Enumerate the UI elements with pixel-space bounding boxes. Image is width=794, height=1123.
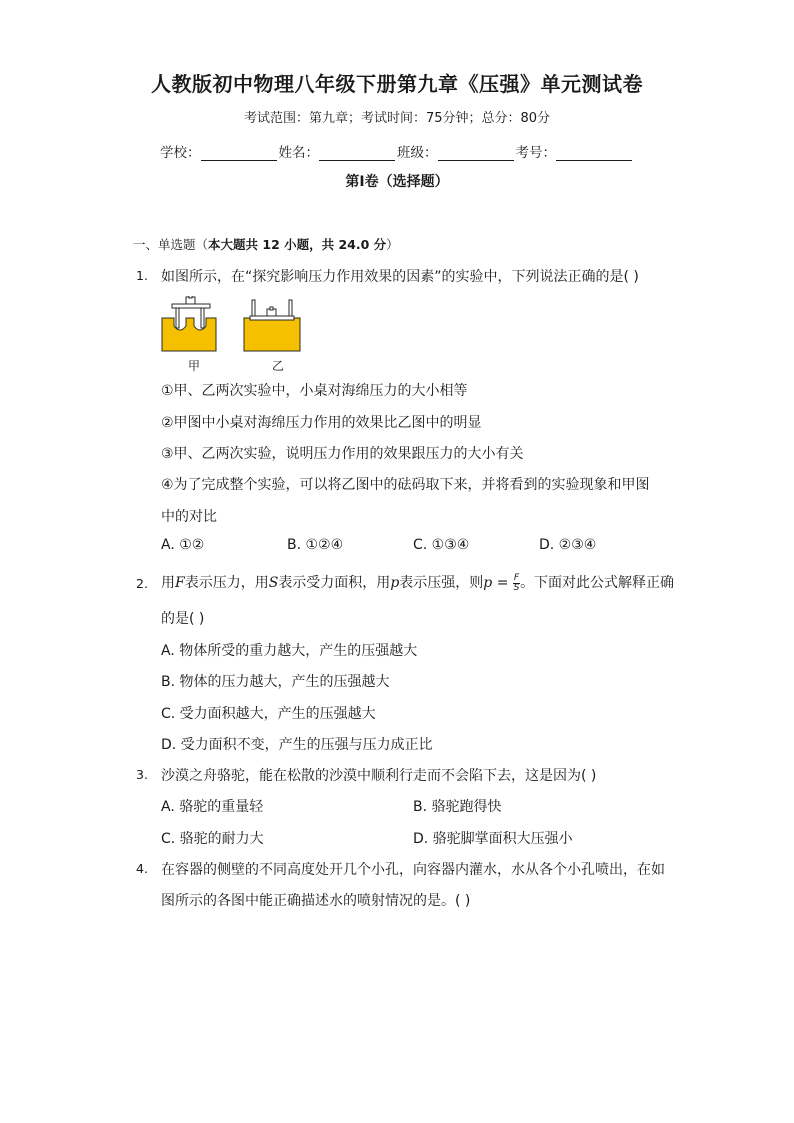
- q1-statement-4-cont: 中的对比: [161, 509, 217, 525]
- q1-figure-a-label: 甲: [188, 359, 201, 373]
- class-label: 班级：: [397, 145, 438, 161]
- q2-option-c[interactable]: C. 受力面积越大，产生的压强越大: [161, 706, 376, 722]
- var-S: S: [268, 575, 279, 591]
- sponge-a-figure: [162, 296, 216, 351]
- q1-option-d[interactable]: D. ②③④: [539, 537, 597, 553]
- q4-stem: 在容器的侧壁的不同高度处开几个小孔，向容器内灌水，水从各个小孔喷出，在如: [161, 862, 665, 878]
- sponge-b-figure: [244, 300, 300, 351]
- section-heading: 一、单选题（本大题共 12 小题，共 24.0 分）: [133, 237, 399, 252]
- q2-option-d[interactable]: D. 受力面积不变，产生的压强与压力成正比: [161, 737, 433, 753]
- q2-stem-cont: 的是( ): [161, 611, 205, 627]
- q1-figure: [160, 296, 320, 356]
- q1-figure-b-label: 乙: [272, 359, 285, 373]
- q3-stem: 沙漠之舟骆驼，能在松散的沙漠中顺利行走而不会陷下去，这是因为( ): [161, 768, 597, 784]
- q2-option-b[interactable]: B. 物体的压力越大，产生的压强越大: [161, 674, 390, 690]
- exam-no-label: 考号：: [515, 145, 556, 161]
- formula-lhs: p =: [483, 575, 513, 591]
- exam-no-blank[interactable]: [556, 146, 632, 161]
- q1-statement-2: ②甲图中小桌对海绵压力作用的效果比乙图中的明显: [161, 415, 482, 431]
- q4-stem-cont: 图所示的各图中能正确描述水的喷射情况的是。( ): [161, 893, 471, 909]
- q2-stem: 用F表示压力，用S表示受力面积，用p表示压强，则p = $\frac{F}{S}$ 。下面对此公式解释正确: [161, 572, 675, 593]
- q1-statement-3: ③甲、乙两次实验，说明压力作用的效果跟压力的大小有关: [161, 446, 524, 462]
- q3-number: 3.: [136, 767, 148, 782]
- q1-option-a[interactable]: A. ①②: [161, 537, 205, 553]
- part-title: 第I卷（选择题）: [345, 174, 449, 190]
- school-blank[interactable]: [201, 146, 277, 161]
- q1-statement-4: ④为了完成整个实验，可以将乙图中的砝码取下来，并将看到的实验现象和甲图: [161, 477, 650, 493]
- q1-option-b[interactable]: B. ①②④: [287, 537, 344, 553]
- q3-option-d[interactable]: D. 骆驼脚掌面积大压强小: [413, 831, 573, 847]
- school-label: 学校：: [160, 145, 201, 161]
- class-blank[interactable]: [438, 146, 514, 161]
- section-desc: 本大题共 12 小题，共 24.0 分: [208, 237, 387, 252]
- q3-option-a[interactable]: A. 骆驼的重量轻: [161, 799, 264, 815]
- name-label: 姓名：: [278, 145, 319, 161]
- name-blank[interactable]: [319, 146, 395, 161]
- q1-statement-1: ①甲、乙两次实验中，小桌对海绵压力的大小相等: [161, 383, 468, 399]
- q1-option-c[interactable]: C. ①③④: [413, 537, 470, 553]
- pressure-fraction: $\frac{F}{S}$: [513, 572, 520, 593]
- q3-option-b[interactable]: B. 骆驼跑得快: [413, 799, 502, 815]
- q1-stem: 如图所示，在“探究影响压力作用效果的因素”的实验中，下列说法正确的是( ): [161, 269, 639, 285]
- page-title: 人教版初中物理八年级下册第九章《压强》单元测试卷: [151, 72, 643, 96]
- q4-number: 4.: [136, 861, 148, 876]
- q2-option-a[interactable]: A. 物体所受的重力越大，产生的压强越大: [161, 643, 418, 659]
- q3-option-c[interactable]: C. 骆驼的耐力大: [161, 831, 264, 847]
- var-F: F: [175, 575, 185, 591]
- var-p: p: [390, 575, 400, 591]
- q1-number: 1.: [136, 268, 148, 283]
- student-info-row: [160, 141, 634, 161]
- exam-subtitle: 考试范围：第九章；考试时间：75分钟；总分：80分: [243, 111, 551, 126]
- q2-number: 2.: [136, 576, 148, 591]
